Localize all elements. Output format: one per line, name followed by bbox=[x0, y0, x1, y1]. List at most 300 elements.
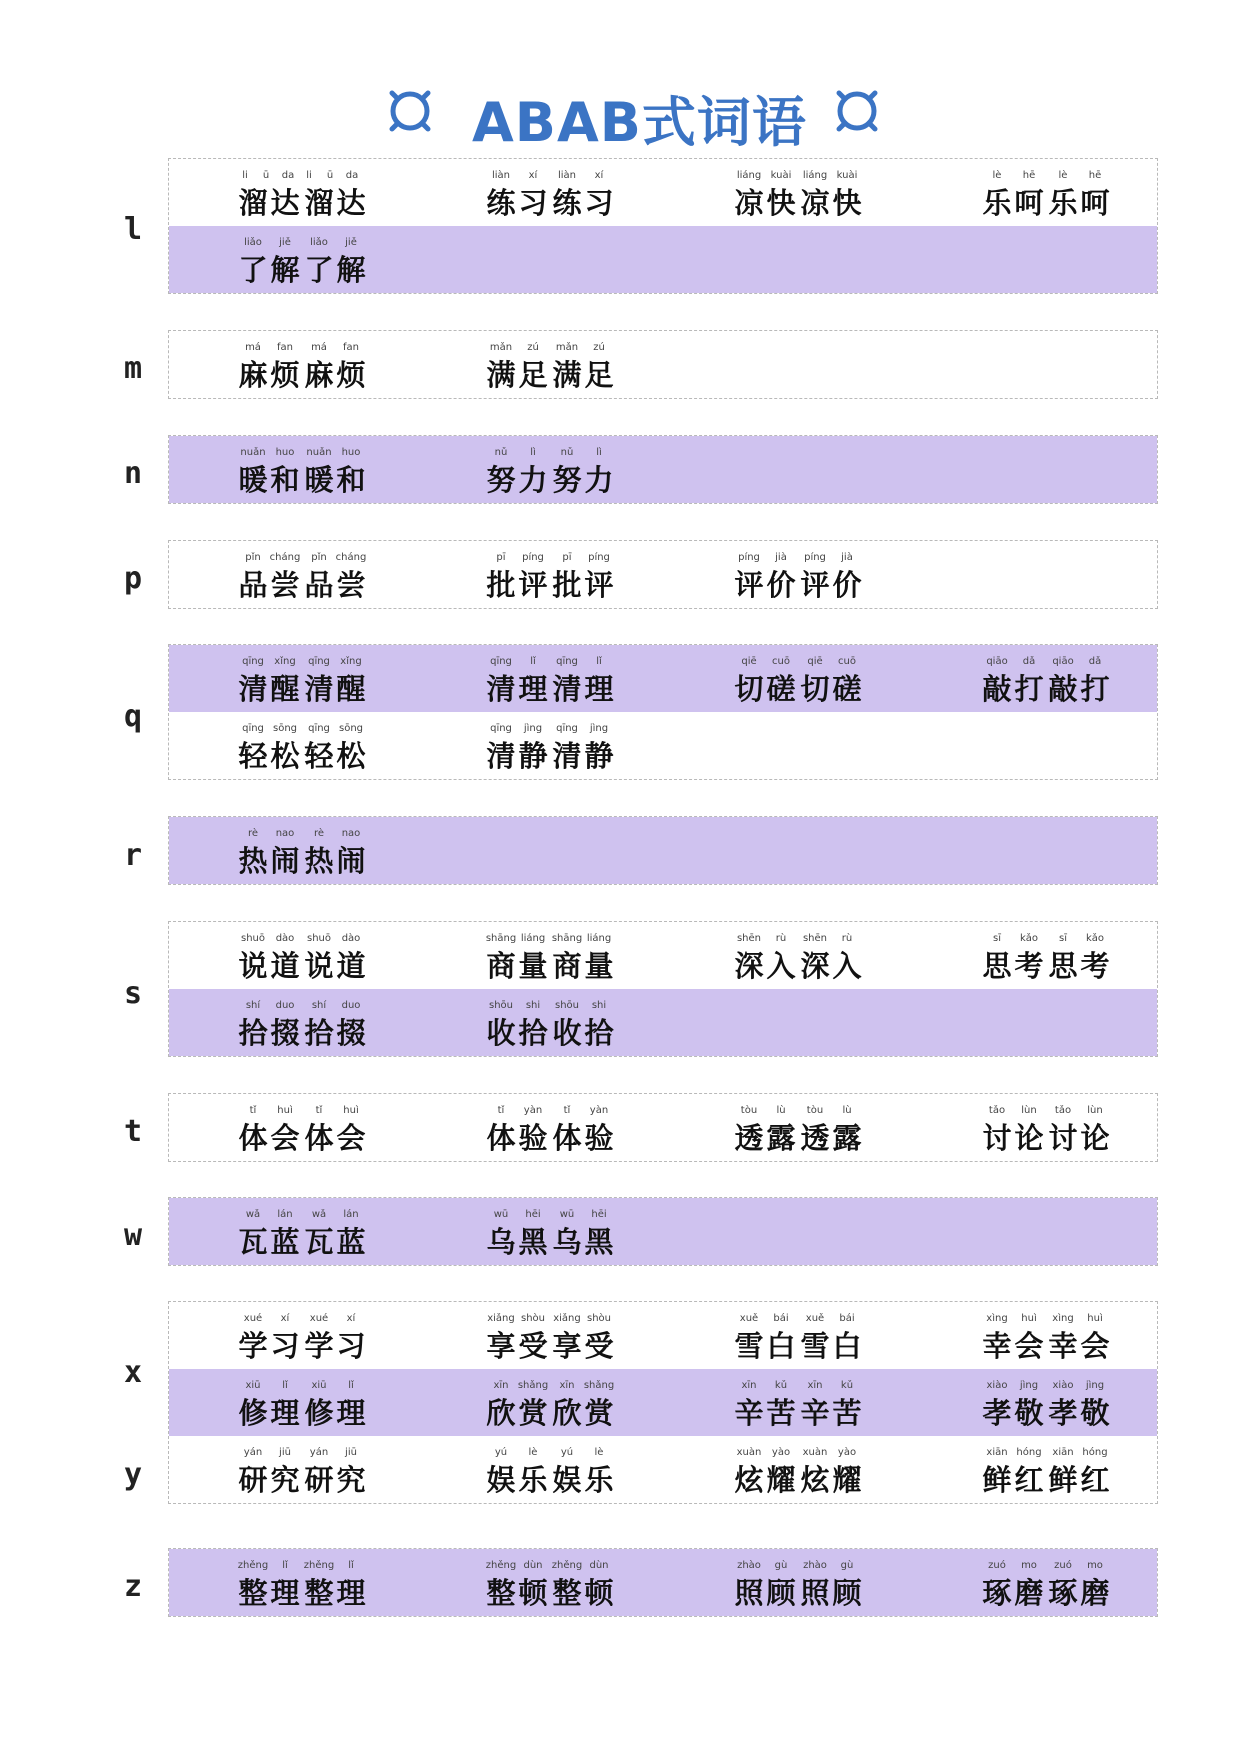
word-item bbox=[725, 922, 925, 989]
hanzi-char: 尝 bbox=[336, 568, 366, 602]
hanzi-char: 透 bbox=[734, 1121, 764, 1155]
hanzi-char: 收 bbox=[486, 1016, 516, 1050]
pinyin-line bbox=[973, 1104, 1113, 1118]
pinyin-syllable: shōu bbox=[554, 1000, 579, 1011]
word-item bbox=[477, 989, 677, 1056]
pinyin-syllable: hē bbox=[1022, 170, 1036, 181]
pinyin-syllable: qīng bbox=[490, 656, 512, 667]
hanzi-char: 红 bbox=[1080, 1463, 1110, 1497]
pinyin-syllable: xuàn bbox=[802, 1447, 828, 1458]
pinyin-line bbox=[229, 169, 369, 183]
pinyin-syllable: sōng bbox=[272, 723, 297, 734]
hanzi-char: 论 bbox=[1014, 1121, 1044, 1155]
hanzi-char: 体 bbox=[552, 1121, 582, 1155]
pinyin-syllable: lè bbox=[992, 170, 1002, 181]
hanzi-word bbox=[477, 566, 617, 604]
hanzi-word bbox=[725, 1574, 865, 1612]
pinyin-line bbox=[973, 932, 1113, 946]
pinyin-syllable: xí bbox=[528, 170, 538, 181]
hanzi-word bbox=[477, 737, 617, 775]
pinyin-syllable: zhào bbox=[803, 1560, 827, 1571]
hanzi-char: 了 bbox=[304, 253, 334, 287]
hanzi-char: 白 bbox=[766, 1329, 796, 1363]
hanzi-word bbox=[725, 947, 865, 985]
hanzi-char: 清 bbox=[486, 739, 516, 773]
hanzi-char: 整 bbox=[238, 1576, 268, 1610]
pinyin-syllable: zhào bbox=[737, 1560, 761, 1571]
pinyin-line bbox=[725, 1312, 865, 1326]
hanzi-word bbox=[725, 1394, 865, 1432]
page-title: ABAB式词语 bbox=[472, 91, 807, 154]
hanzi-char: 入 bbox=[766, 949, 796, 983]
word-group-r bbox=[168, 816, 1158, 885]
hanzi-word bbox=[725, 184, 865, 222]
pinyin-syllable: xiān bbox=[1052, 1447, 1074, 1458]
word-row bbox=[169, 645, 1157, 712]
hanzi-char: 娱 bbox=[552, 1463, 582, 1497]
pinyin-syllable: wū bbox=[493, 1209, 509, 1220]
word-item bbox=[725, 1549, 925, 1616]
pinyin-syllable: lè bbox=[528, 1447, 538, 1458]
word-row bbox=[169, 226, 1157, 293]
hanzi-char: 烦 bbox=[336, 358, 366, 392]
pinyin-syllable: lì bbox=[596, 447, 602, 458]
word-group-x bbox=[168, 1301, 1158, 1504]
pinyin-syllable: píng bbox=[738, 552, 760, 563]
pinyin-syllable: wū bbox=[559, 1209, 575, 1220]
hanzi-char: 评 bbox=[800, 568, 830, 602]
hanzi-char: 理 bbox=[336, 1396, 366, 1430]
hanzi-char: 鲜 bbox=[1048, 1463, 1078, 1497]
pinyin-syllable: kǔ bbox=[774, 1380, 788, 1391]
hanzi-char: 研 bbox=[238, 1463, 268, 1497]
hanzi-char: 究 bbox=[270, 1463, 300, 1497]
pinyin-syllable: lǐ bbox=[282, 1380, 288, 1391]
word-item bbox=[973, 645, 1173, 712]
pinyin-syllable: pǐn bbox=[245, 552, 261, 563]
hanzi-char: 研 bbox=[304, 1463, 334, 1497]
pinyin-syllable: jìng bbox=[1019, 1380, 1039, 1391]
hanzi-char: 整 bbox=[304, 1576, 334, 1610]
hanzi-char: 敲 bbox=[982, 672, 1012, 706]
hanzi-char: 敲 bbox=[1048, 672, 1078, 706]
hanzi-word bbox=[477, 356, 617, 394]
hanzi-char: 讨 bbox=[1048, 1121, 1078, 1155]
pinyin-syllable: yán bbox=[309, 1447, 329, 1458]
word-item bbox=[229, 1302, 429, 1369]
pinyin-syllable: qiāo bbox=[1052, 656, 1074, 667]
pinyin-line bbox=[229, 655, 369, 669]
hanzi-word bbox=[477, 1119, 617, 1157]
hanzi-char: 顿 bbox=[518, 1576, 548, 1610]
hanzi-char: 拾 bbox=[584, 1016, 614, 1050]
pinyin-syllable: kǎo bbox=[1019, 933, 1039, 944]
word-item bbox=[725, 1094, 925, 1161]
hanzi-char: 满 bbox=[486, 358, 516, 392]
hanzi-char: 孝 bbox=[1048, 1396, 1078, 1430]
hanzi-char: 快 bbox=[766, 186, 796, 220]
hanzi-char: 磋 bbox=[832, 672, 862, 706]
pinyin-syllable: nǔ bbox=[560, 447, 574, 458]
hanzi-char: 受 bbox=[584, 1329, 614, 1363]
word-item bbox=[229, 159, 429, 226]
hanzi-char: 学 bbox=[238, 1329, 268, 1363]
hanzi-char: 蓝 bbox=[336, 1225, 366, 1259]
pinyin-line bbox=[229, 1208, 369, 1222]
hanzi-char: 努 bbox=[486, 463, 516, 497]
pinyin-syllable: lán bbox=[343, 1209, 359, 1220]
hanzi-char: 达 bbox=[270, 186, 300, 220]
pinyin-syllable: liǎo bbox=[310, 237, 328, 248]
hanzi-char: 顿 bbox=[584, 1576, 614, 1610]
hanzi-word bbox=[725, 670, 865, 708]
hanzi-word bbox=[229, 184, 369, 222]
pinyin-syllable: kuài bbox=[770, 170, 792, 181]
pinyin-syllable: shi bbox=[591, 1000, 607, 1011]
hanzi-char: 考 bbox=[1080, 949, 1110, 983]
pinyin-syllable: dǎ bbox=[1088, 656, 1102, 667]
pinyin-syllable: cuō bbox=[838, 656, 856, 667]
hanzi-char: 力 bbox=[584, 463, 614, 497]
pinyin-syllable: xiū bbox=[245, 1380, 261, 1391]
hanzi-char: 清 bbox=[238, 672, 268, 706]
hanzi-char: 乐 bbox=[1048, 186, 1078, 220]
pinyin-syllable: jìng bbox=[1085, 1380, 1105, 1391]
hanzi-char: 论 bbox=[1080, 1121, 1110, 1155]
hanzi-char: 溜 bbox=[238, 186, 268, 220]
hanzi-word bbox=[229, 1223, 369, 1261]
pinyin-syllable: fan bbox=[343, 342, 359, 353]
word-item bbox=[477, 1436, 677, 1503]
hanzi-char: 尝 bbox=[270, 568, 300, 602]
hanzi-char: 习 bbox=[270, 1329, 300, 1363]
pinyin-syllable: má bbox=[311, 342, 327, 353]
pinyin-syllable: li bbox=[242, 170, 248, 181]
hanzi-word bbox=[229, 947, 369, 985]
hanzi-word bbox=[229, 1119, 369, 1157]
word-group-l bbox=[168, 158, 1158, 294]
hanzi-char: 深 bbox=[800, 949, 830, 983]
hanzi-char: 磋 bbox=[766, 672, 796, 706]
word-item bbox=[229, 541, 429, 608]
word-item bbox=[229, 989, 429, 1056]
hanzi-char: 解 bbox=[336, 253, 366, 287]
hanzi-word bbox=[973, 1461, 1113, 1499]
pinyin-syllable: sōng bbox=[338, 723, 363, 734]
pinyin-syllable: má bbox=[245, 342, 261, 353]
initial-letter: w bbox=[123, 1218, 143, 1253]
hanzi-char: 热 bbox=[238, 844, 268, 878]
pinyin-syllable: mo bbox=[1087, 1560, 1103, 1571]
pinyin-syllable: tǐ bbox=[315, 1105, 323, 1116]
pinyin-syllable: qiē bbox=[807, 656, 823, 667]
word-row bbox=[169, 989, 1157, 1056]
hanzi-char: 评 bbox=[734, 568, 764, 602]
hanzi-char: 苦 bbox=[832, 1396, 862, 1430]
pinyin-line bbox=[477, 341, 617, 355]
hanzi-char: 顾 bbox=[832, 1576, 862, 1610]
hanzi-char: 透 bbox=[800, 1121, 830, 1155]
word-row bbox=[169, 1094, 1157, 1161]
pinyin-syllable: liàn bbox=[491, 170, 511, 181]
hanzi-char: 琢 bbox=[1048, 1576, 1078, 1610]
hanzi-char: 足 bbox=[584, 358, 614, 392]
pinyin-syllable: zhěng bbox=[237, 1560, 269, 1571]
hanzi-char: 掇 bbox=[270, 1016, 300, 1050]
pinyin-syllable: lǐ bbox=[530, 656, 536, 667]
pinyin-syllable: duo bbox=[275, 1000, 295, 1011]
hanzi-char: 露 bbox=[766, 1121, 796, 1155]
pinyin-syllable: tǐ bbox=[563, 1105, 571, 1116]
pinyin-syllable: kuài bbox=[836, 170, 858, 181]
hanzi-char: 努 bbox=[552, 463, 582, 497]
pinyin-syllable: lè bbox=[594, 1447, 604, 1458]
hanzi-word bbox=[477, 1394, 617, 1432]
pinyin-syllable: liáng bbox=[802, 170, 828, 181]
word-item bbox=[973, 1549, 1173, 1616]
hanzi-char: 闹 bbox=[336, 844, 366, 878]
pinyin-line bbox=[477, 1379, 617, 1393]
hanzi-word bbox=[725, 1461, 865, 1499]
hanzi-char: 量 bbox=[518, 949, 548, 983]
pinyin-syllable: xiǎng bbox=[553, 1313, 581, 1324]
hanzi-char: 道 bbox=[270, 949, 300, 983]
hanzi-char: 会 bbox=[270, 1121, 300, 1155]
hanzi-char: 辛 bbox=[734, 1396, 764, 1430]
pinyin-line bbox=[477, 932, 617, 946]
hanzi-char: 轻 bbox=[304, 739, 334, 773]
hanzi-word bbox=[229, 670, 369, 708]
pinyin-syllable: shi bbox=[525, 1000, 541, 1011]
hanzi-char: 暖 bbox=[238, 463, 268, 497]
hanzi-char: 理 bbox=[270, 1396, 300, 1430]
hanzi-word bbox=[477, 1327, 617, 1365]
hanzi-word bbox=[477, 461, 617, 499]
initial-letter: p bbox=[123, 561, 143, 596]
word-item bbox=[229, 226, 429, 293]
hanzi-char: 辛 bbox=[800, 1396, 830, 1430]
word-item bbox=[229, 1549, 429, 1616]
pinyin-syllable: píng bbox=[522, 552, 544, 563]
hanzi-word bbox=[229, 1461, 369, 1499]
hanzi-word bbox=[229, 1327, 369, 1365]
hanzi-char: 耀 bbox=[766, 1463, 796, 1497]
word-row bbox=[169, 817, 1157, 884]
hanzi-char: 快 bbox=[832, 186, 862, 220]
hanzi-char: 修 bbox=[238, 1396, 268, 1430]
pinyin-line bbox=[229, 999, 369, 1013]
pinyin-syllable: lì bbox=[530, 447, 536, 458]
pinyin-syllable: xiān bbox=[986, 1447, 1008, 1458]
pinyin-syllable: hē bbox=[1088, 170, 1102, 181]
pinyin-line bbox=[229, 551, 369, 565]
hanzi-char: 掇 bbox=[336, 1016, 366, 1050]
hanzi-char: 深 bbox=[734, 949, 764, 983]
word-group-t bbox=[168, 1093, 1158, 1162]
pinyin-syllable: xìng bbox=[986, 1313, 1008, 1324]
pinyin-syllable: shuō bbox=[306, 933, 331, 944]
pinyin-syllable: hóng bbox=[1082, 1447, 1108, 1458]
hanzi-char: 达 bbox=[336, 186, 366, 220]
hanzi-char: 切 bbox=[734, 672, 764, 706]
pinyin-syllable: xiào bbox=[1052, 1380, 1074, 1391]
word-row bbox=[169, 1436, 1157, 1503]
pinyin-line bbox=[973, 1446, 1113, 1460]
hanzi-char: 究 bbox=[336, 1463, 366, 1497]
word-item bbox=[229, 331, 429, 398]
pinyin-line bbox=[229, 1312, 369, 1326]
pinyin-syllable: li bbox=[306, 170, 312, 181]
pinyin-syllable: yàn bbox=[589, 1105, 609, 1116]
pinyin-syllable: qīng bbox=[556, 656, 578, 667]
initial-letter: z bbox=[123, 1569, 143, 1604]
pinyin-syllable: zhěng bbox=[551, 1560, 583, 1571]
hanzi-char: 评 bbox=[584, 568, 614, 602]
hanzi-char: 评 bbox=[518, 568, 548, 602]
hanzi-char: 会 bbox=[336, 1121, 366, 1155]
word-row bbox=[169, 1369, 1157, 1436]
hanzi-char: 拾 bbox=[238, 1016, 268, 1050]
hanzi-char: 照 bbox=[734, 1576, 764, 1610]
word-item bbox=[477, 1094, 677, 1161]
pinyin-syllable: bái bbox=[839, 1313, 855, 1324]
pinyin-syllable: jiě bbox=[345, 237, 357, 248]
pinyin-syllable: xí bbox=[280, 1313, 290, 1324]
pinyin-syllable: lán bbox=[277, 1209, 293, 1220]
pinyin-syllable: sī bbox=[1059, 933, 1067, 944]
pinyin-syllable: zuó bbox=[1054, 1560, 1072, 1571]
hanzi-char: 轻 bbox=[238, 739, 268, 773]
hanzi-char: 松 bbox=[270, 739, 300, 773]
hanzi-char: 理 bbox=[336, 1576, 366, 1610]
hanzi-char: 习 bbox=[518, 186, 548, 220]
pinyin-syllable: nao bbox=[341, 828, 361, 839]
hanzi-char: 幸 bbox=[982, 1329, 1012, 1363]
pinyin-syllable: nǔ bbox=[494, 447, 508, 458]
hanzi-char: 孝 bbox=[982, 1396, 1012, 1430]
pinyin-syllable: yú bbox=[560, 1447, 574, 1458]
pinyin-syllable: hēi bbox=[591, 1209, 607, 1220]
pinyin-line bbox=[725, 169, 865, 183]
pinyin-syllable: píng bbox=[804, 552, 826, 563]
pinyin-syllable: shēn bbox=[736, 933, 762, 944]
hanzi-word bbox=[973, 1327, 1113, 1365]
hanzi-char: 娱 bbox=[486, 1463, 516, 1497]
hanzi-char: 整 bbox=[486, 1576, 516, 1610]
hanzi-char: 验 bbox=[584, 1121, 614, 1155]
hanzi-word bbox=[725, 1327, 865, 1365]
word-item bbox=[725, 541, 925, 608]
pinyin-syllable: wǎ bbox=[311, 1209, 327, 1220]
pinyin-syllable: jìng bbox=[589, 723, 609, 734]
pinyin-line bbox=[973, 1312, 1113, 1326]
word-row bbox=[169, 922, 1157, 989]
hanzi-char: 赏 bbox=[518, 1396, 548, 1430]
hanzi-char: 练 bbox=[486, 186, 516, 220]
initial-letter: n bbox=[123, 456, 143, 491]
pinyin-syllable: gù bbox=[774, 1560, 788, 1571]
hanzi-char: 体 bbox=[304, 1121, 334, 1155]
pinyin-line bbox=[477, 1312, 617, 1326]
pinyin-syllable: xí bbox=[346, 1313, 356, 1324]
initial-letter: x bbox=[123, 1355, 143, 1390]
pinyin-line bbox=[229, 827, 369, 841]
initial-letter: m bbox=[123, 351, 143, 386]
hanzi-char: 体 bbox=[486, 1121, 516, 1155]
hanzi-char: 收 bbox=[552, 1016, 582, 1050]
pinyin-syllable: kǔ bbox=[840, 1380, 854, 1391]
hanzi-char: 呵 bbox=[1014, 186, 1044, 220]
hanzi-char: 清 bbox=[304, 672, 334, 706]
pinyin-syllable: dǎ bbox=[1022, 656, 1036, 667]
word-item bbox=[477, 436, 677, 503]
hanzi-char: 露 bbox=[832, 1121, 862, 1155]
pinyin-syllable: zú bbox=[593, 342, 605, 353]
pinyin-syllable: lǐ bbox=[348, 1560, 354, 1571]
hanzi-char: 红 bbox=[1014, 1463, 1044, 1497]
hanzi-char: 享 bbox=[552, 1329, 582, 1363]
hanzi-char: 暖 bbox=[304, 463, 334, 497]
pinyin-syllable: zhěng bbox=[485, 1560, 517, 1571]
pinyin-line bbox=[725, 1379, 865, 1393]
hanzi-char: 凉 bbox=[734, 186, 764, 220]
word-item bbox=[973, 159, 1173, 226]
pinyin-syllable: mo bbox=[1021, 1560, 1037, 1571]
pinyin-syllable: huì bbox=[1021, 1313, 1037, 1324]
pinyin-syllable: xīn bbox=[807, 1380, 823, 1391]
hanzi-char: 磨 bbox=[1014, 1576, 1044, 1610]
currency-sign-icon bbox=[383, 84, 437, 138]
word-row bbox=[169, 1198, 1157, 1265]
hanzi-char: 会 bbox=[1014, 1329, 1044, 1363]
hanzi-char: 照 bbox=[800, 1576, 830, 1610]
hanzi-char: 顾 bbox=[766, 1576, 796, 1610]
pinyin-syllable: tòu bbox=[740, 1105, 758, 1116]
pinyin-syllable: qīng bbox=[308, 723, 330, 734]
word-item bbox=[725, 645, 925, 712]
pinyin-syllable: tǐ bbox=[497, 1105, 505, 1116]
pinyin-syllable: sī bbox=[993, 933, 1001, 944]
pinyin-syllable: liǎo bbox=[244, 237, 262, 248]
word-group-z bbox=[168, 1548, 1158, 1617]
word-item bbox=[725, 1436, 925, 1503]
word-row bbox=[169, 1549, 1157, 1616]
hanzi-char: 敬 bbox=[1014, 1396, 1044, 1430]
hanzi-char: 说 bbox=[304, 949, 334, 983]
hanzi-char: 习 bbox=[336, 1329, 366, 1363]
pinyin-syllable: wǎ bbox=[245, 1209, 261, 1220]
pinyin-line bbox=[229, 722, 369, 736]
pinyin-syllable: tǎo bbox=[1054, 1105, 1072, 1116]
word-item bbox=[477, 645, 677, 712]
pinyin-syllable: shòu bbox=[586, 1313, 611, 1324]
hanzi-char: 理 bbox=[518, 672, 548, 706]
word-item bbox=[477, 1198, 677, 1265]
hanzi-char: 白 bbox=[832, 1329, 862, 1363]
hanzi-char: 考 bbox=[1014, 949, 1044, 983]
pinyin-syllable: tòu bbox=[806, 1105, 824, 1116]
pinyin-syllable: fan bbox=[277, 342, 293, 353]
pinyin-syllable: lùn bbox=[1021, 1105, 1037, 1116]
hanzi-char: 乐 bbox=[584, 1463, 614, 1497]
pinyin-line bbox=[477, 446, 617, 460]
hanzi-char: 拾 bbox=[518, 1016, 548, 1050]
hanzi-char: 清 bbox=[552, 672, 582, 706]
word-item bbox=[229, 645, 429, 712]
hanzi-char: 打 bbox=[1080, 672, 1110, 706]
hanzi-char: 乌 bbox=[552, 1225, 582, 1259]
pinyin-syllable: xuě bbox=[739, 1313, 759, 1324]
